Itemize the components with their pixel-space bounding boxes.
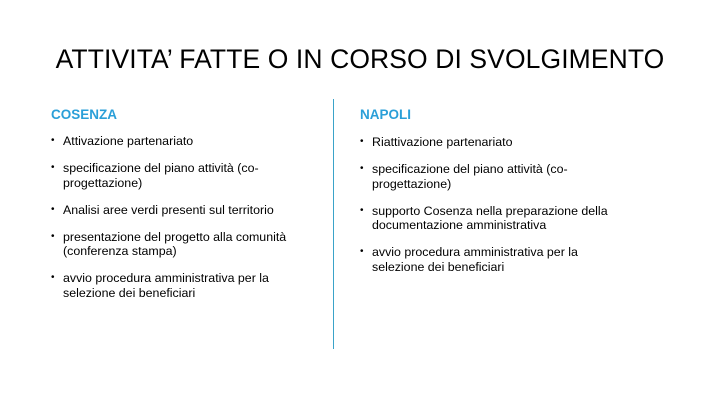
bullet-icon: • (360, 204, 364, 216)
napoli-list (360, 135, 630, 274)
list-item-text: Analisi aree verdi presenti sul territorio (63, 202, 274, 217)
column-divider (333, 99, 334, 349)
list-item-text: Riattivazione partenariato (372, 135, 513, 149)
list-item-text: avvio procedura amministrativa per la selezione dei beneficiari (372, 245, 578, 274)
list-item-text: Attivazione partenariato (63, 134, 194, 148)
bullet-icon: • (51, 203, 55, 215)
napoli-column (360, 106, 630, 287)
list-item-text: supporto Cosenza nella preparazione della documentazione amministrativa (372, 203, 608, 232)
bullet-icon: • (360, 136, 364, 147)
bullet-icon: • (360, 163, 364, 174)
list-item-text: avvio procedura amministrativa per la selezione dei beneficiari (63, 271, 269, 300)
cosenza-list (51, 134, 321, 300)
list-item (51, 203, 321, 218)
list-item (51, 230, 321, 259)
bullet-icon: • (360, 246, 364, 257)
bullet-icon: • (51, 272, 55, 283)
bullet-icon: • (51, 230, 55, 242)
list-item-text: specificazione del piano attività (co-progettazione) (372, 162, 568, 191)
list-item (360, 204, 630, 233)
bullet-icon: • (51, 135, 55, 146)
list-item (360, 162, 630, 191)
list-item (51, 271, 321, 300)
list-item (360, 135, 630, 150)
list-item (360, 245, 630, 274)
cosenza-column (51, 106, 321, 313)
list-item-text: specificazione del piano attività (co-progettazione) (63, 161, 259, 190)
list-item (51, 161, 321, 190)
slide-title: ATTIVITA’ FATTE O IN CORSO DI SVOLGIMENTO (55, 44, 665, 74)
bullet-icon: • (51, 162, 55, 173)
list-item (51, 134, 321, 149)
list-item-text: presentazione del progetto alla comunità (conferenza stampa) (63, 229, 287, 258)
cosenza-heading: COSENZA (51, 107, 118, 122)
napoli-heading: NAPOLI (360, 107, 412, 122)
